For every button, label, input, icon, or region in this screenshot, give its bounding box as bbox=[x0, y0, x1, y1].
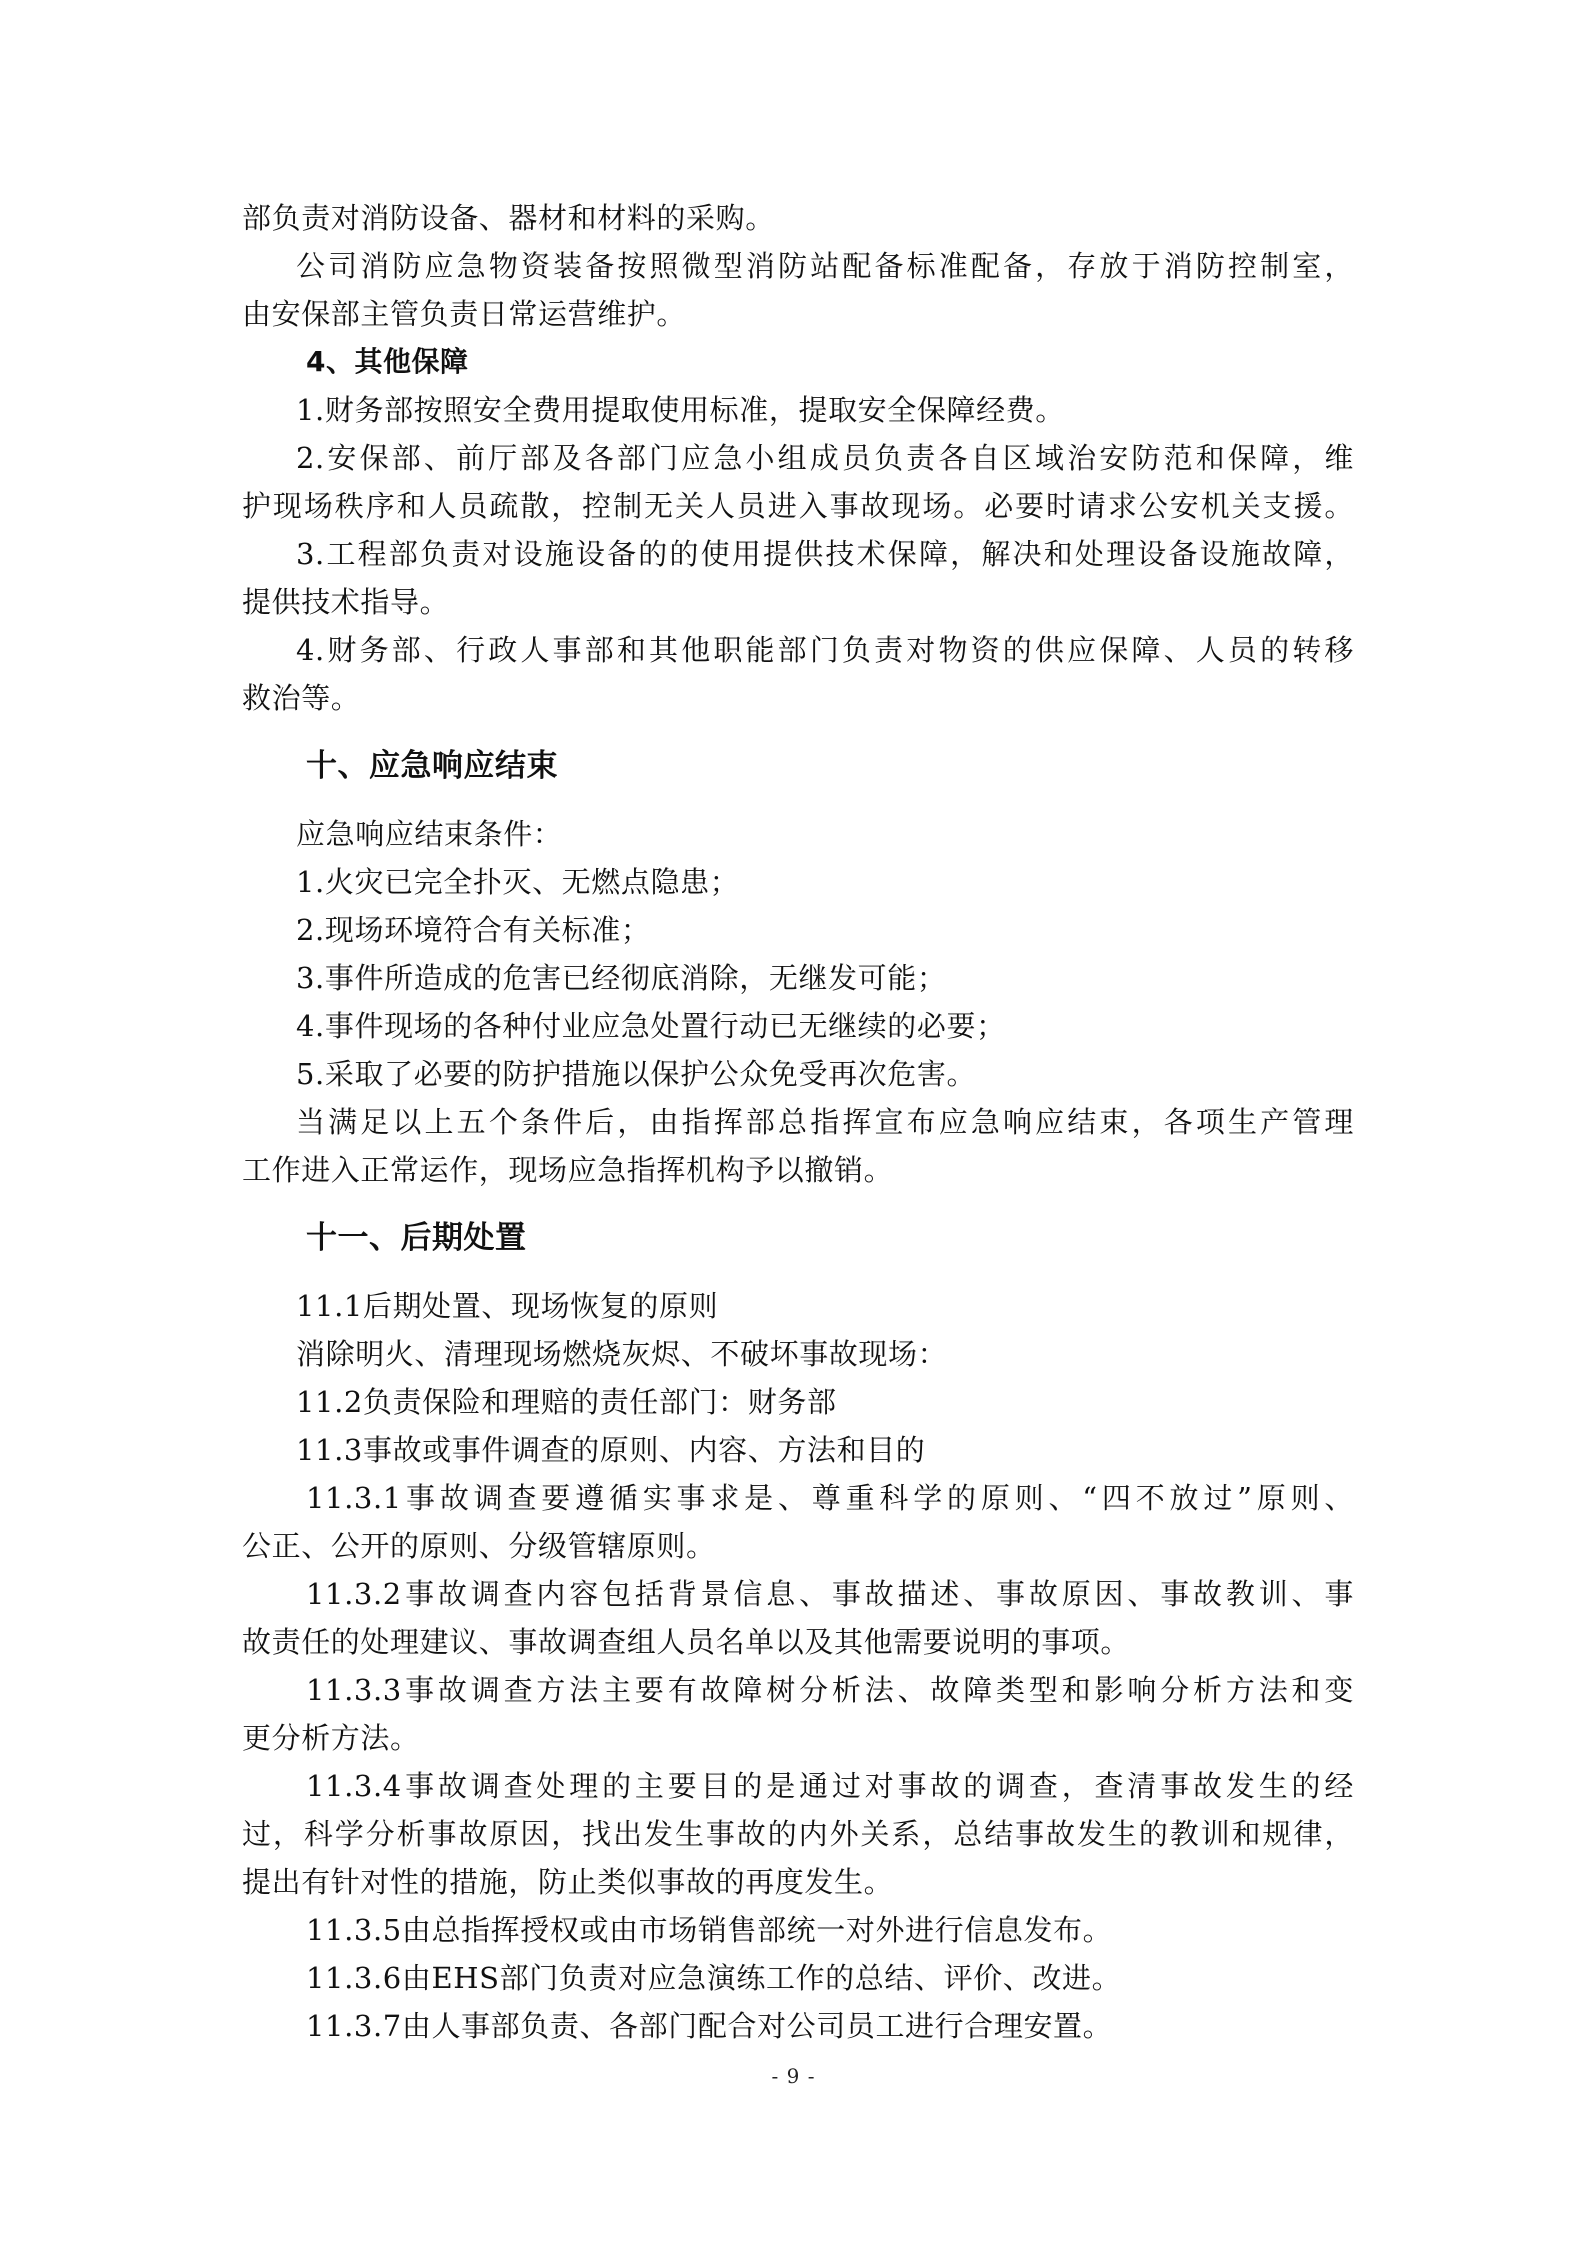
section-heading: 十一、后期处置 bbox=[306, 1220, 527, 1256]
paragraph-line: 4.财务部、行政人事部和其他职能部门负责对物资的供应保障、人员的转移 bbox=[296, 633, 1354, 667]
paragraph-line: 救治等。 bbox=[242, 681, 361, 715]
paragraph-line: 11.2负责保险和理赔的责任部门：财务部 bbox=[296, 1385, 837, 1419]
paragraph-line: 11.3.4事故调查处理的主要目的是通过对事故的调查，查清事故发生的经 bbox=[306, 1769, 1354, 1803]
paragraph-line: 提供技术指导。 bbox=[242, 585, 450, 619]
paragraph-line: 应急响应结束条件： bbox=[296, 817, 563, 851]
paragraph-line: 提出有针对性的措施，防止类似事故的再度发生。 bbox=[242, 1865, 894, 1899]
paragraph-line: 11.3.7由人事部负责、各部门配合对公司员工进行合理安置。 bbox=[306, 2009, 1113, 2043]
paragraph-line: 工作进入正常运作，现场应急指挥机构予以撤销。 bbox=[242, 1153, 894, 1187]
list-item: 4.事件现场的各种付业应急处置行动已无继续的必要； bbox=[296, 1009, 1006, 1043]
paragraph-line: 更分析方法。 bbox=[242, 1721, 420, 1755]
paragraph-line: 11.3.6由EHS部门负责对应急演练工作的总结、评价、改进。 bbox=[306, 1961, 1122, 1995]
paragraph-line: 11.3事故或事件调查的原则、内容、方法和目的 bbox=[296, 1433, 926, 1467]
list-item: 3.事件所造成的危害已经彻底消除，无继发可能； bbox=[296, 961, 947, 995]
paragraph-line: 11.3.3事故调查方法主要有故障树分析法、故障类型和影响分析方法和变 bbox=[306, 1673, 1354, 1707]
paragraph-line: 11.3.5由总指挥授权或由市场销售部统一对外进行信息发布。 bbox=[306, 1913, 1113, 1947]
list-item: 2.现场环境符合有关标准； bbox=[296, 913, 651, 947]
section-heading: 十、应急响应结束 bbox=[306, 748, 558, 784]
paragraph-line: 公正、公开的原则、分级管辖原则。 bbox=[242, 1529, 716, 1563]
subsection-heading: 4、其他保障 bbox=[306, 345, 469, 378]
page-number: - 9 - bbox=[771, 2064, 816, 2088]
paragraph-line: 1.财务部按照安全费用提取使用标准，提取安全保障经费。 bbox=[296, 393, 1065, 427]
paragraph-line: 由安保部主管负责日常运营维护。 bbox=[242, 297, 687, 331]
paragraph-line: 11.3.2事故调查内容包括背景信息、事故描述、事故原因、事故教训、事 bbox=[306, 1577, 1354, 1611]
paragraph-line: 3.工程部负责对设施设备的的使用提供技术保障，解决和处理设备设施故障， bbox=[296, 537, 1354, 571]
paragraph-line: 当满足以上五个条件后，由指挥部总指挥宣布应急响应结束，各项生产管理 bbox=[296, 1105, 1354, 1139]
list-item: 5.采取了必要的防护措施以保护公众免受再次危害。 bbox=[296, 1057, 977, 1091]
paragraph-line: 公司消防应急物资装备按照微型消防站配备标准配备，存放于消防控制室， bbox=[296, 249, 1354, 283]
paragraph-line: 过，科学分析事故原因，找出发生事故的内外关系，总结事故发生的教训和规律， bbox=[242, 1817, 1354, 1851]
paragraph-line: 部负责对消防设备、器材和材料的采购。 bbox=[242, 201, 775, 235]
paragraph-line: 11.1后期处置、现场恢复的原则 bbox=[296, 1289, 719, 1323]
paragraph-line: 2.安保部、前厅部及各部门应急小组成员负责各自区域治安防范和保障，维 bbox=[296, 441, 1354, 475]
list-item: 1.火灾已完全扑灭、无燃点隐患； bbox=[296, 865, 740, 899]
paragraph-line: 护现场秩序和人员疏散，控制无关人员进入事故现场。必要时请求公安机关支援。 bbox=[242, 489, 1354, 523]
paragraph-line: 故责任的处理建议、事故调查组人员名单以及其他需要说明的事项。 bbox=[242, 1625, 1131, 1659]
paragraph-line: 消除明火、清理现场燃烧灰烬、不破坏事故现场： bbox=[296, 1337, 948, 1371]
paragraph-line: 11.3.1事故调查要遵循实事求是、尊重科学的原则、“四不放过”原则、 bbox=[306, 1481, 1354, 1515]
